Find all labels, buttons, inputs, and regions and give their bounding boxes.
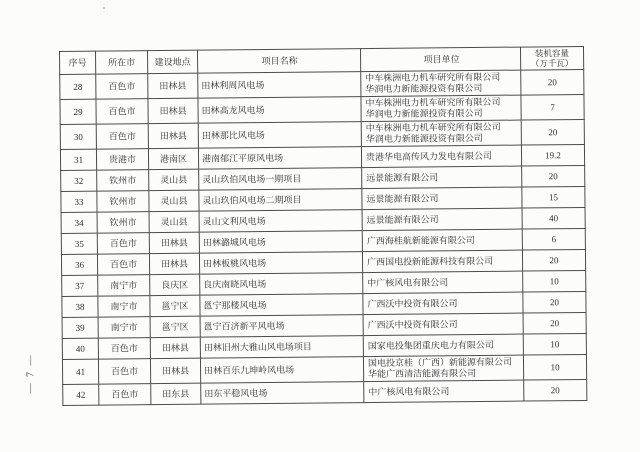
cell-project-unit	[363, 334, 523, 357]
project-unit-line: 中车株洲电力机车研究所有限公司	[365, 71, 501, 84]
project-unit-line: 华润电力新能源投资有限公司	[365, 107, 483, 120]
cell-no: 29	[60, 99, 96, 124]
cell-city: 百色市	[96, 124, 148, 149]
project-unit-line: 远景能源有限公司	[366, 213, 439, 225]
scan-noise-dot	[103, 7, 105, 9]
cell-no: 36	[61, 254, 97, 275]
project-unit-line: 中广核风电有限公司	[368, 385, 450, 397]
col-header-capacity: 装机容量 （万千瓦）	[520, 46, 583, 70]
col-header-location: 建设地点	[148, 50, 198, 73]
cell-city: 百色市	[99, 384, 151, 405]
cell-city: 百色市	[98, 338, 150, 359]
cell-project-unit	[363, 271, 523, 294]
cell-location: 田林县	[149, 253, 199, 274]
cell-project-name: 田林百乐九坤岭风电场	[200, 357, 363, 384]
cell-no: 34	[61, 212, 97, 233]
cell-project-name: 港南郁江平原风电场	[198, 147, 361, 170]
project-unit-line: 国家电投集团重庆电力有限公司	[367, 339, 494, 351]
cell-project-unit	[362, 208, 522, 231]
project-unit-line: 华润电力新能源投资有限公司	[365, 132, 483, 145]
col-header-no: 序号	[60, 51, 96, 74]
project-unit-line: 广西沃中投资有限公司	[367, 297, 458, 309]
cell-city: 南宁市	[98, 296, 150, 317]
cell-no: 32	[61, 170, 97, 191]
cell-project-unit	[361, 120, 521, 147]
cell-project-name: 田林利周风电场	[198, 72, 361, 99]
cell-project-unit	[362, 250, 522, 273]
cell-city: 百色市	[97, 233, 149, 254]
cell-project-unit	[363, 292, 523, 315]
cell-city: 南宁市	[98, 317, 150, 338]
project-unit-line: 贵港华电高传风力发电有限公司	[365, 150, 493, 162]
project-unit-line: 国电投京桂（广西）新能源有限公司	[367, 356, 513, 369]
cell-city: 百色市	[96, 99, 148, 124]
cell-project-name: 田林那比风电场	[198, 122, 361, 149]
cell-project-unit	[361, 145, 521, 168]
cell-city: 钦州市	[97, 170, 149, 191]
cell-city: 百色市	[98, 359, 150, 384]
cell-project-unit	[361, 95, 521, 122]
cell-capacity: 10	[523, 270, 586, 292]
cell-location: 邕宁区	[150, 295, 200, 316]
cell-city: 贵港市	[96, 149, 148, 170]
cell-project-unit	[363, 313, 523, 336]
cell-city: 钦州市	[97, 212, 149, 233]
cell-project-name: 田林潞城风电场	[199, 231, 362, 254]
cell-no: 31	[60, 149, 96, 170]
cell-capacity: 20	[524, 379, 587, 401]
cell-location: 港南区	[148, 148, 198, 169]
cell-no: 28	[60, 74, 96, 99]
wind-projects-table	[59, 46, 587, 406]
project-unit-line: 中广核风电有限公司	[367, 276, 449, 288]
cell-location: 灵山县	[149, 211, 199, 232]
table-body	[60, 69, 587, 405]
cell-project-name: 田林高龙风电场	[198, 97, 361, 124]
project-unit-line: 中车株洲电力机车研究所有限公司	[365, 121, 501, 134]
table-row	[63, 379, 587, 405]
cell-location: 田林县	[148, 123, 198, 148]
cell-project-name: 灵山玖伯风电场一期项目	[199, 168, 362, 191]
cell-project-unit	[362, 229, 522, 252]
cell-city: 百色市	[97, 254, 149, 275]
cell-location: 田东县	[151, 383, 201, 404]
cell-location: 灵山县	[149, 169, 199, 190]
cell-capacity: 19.2	[521, 144, 584, 166]
cell-capacity: 20	[523, 291, 586, 313]
cell-capacity: 15	[522, 186, 585, 208]
cell-capacity: 10	[523, 354, 586, 380]
project-unit-line: 远景能源有限公司	[366, 171, 439, 183]
cell-capacity: 10	[523, 333, 586, 355]
cell-no: 41	[62, 359, 98, 384]
cell-no: 40	[62, 338, 98, 359]
cell-project-name: 邕宁百济新平风电场	[200, 315, 363, 338]
projects-table	[59, 46, 587, 406]
cell-capacity: 20	[521, 119, 584, 145]
cell-project-unit	[363, 355, 523, 382]
col-header-unit: 项目单位	[360, 47, 520, 72]
cell-location: 田林县	[148, 73, 198, 98]
cell-no: 42	[63, 384, 99, 405]
cell-capacity: 40	[522, 207, 585, 229]
cell-no: 38	[62, 296, 98, 317]
cell-location: 灵山县	[149, 190, 199, 211]
cell-project-name: 田林旧州大雅山风电场项目	[200, 336, 363, 359]
cell-no: 30	[60, 124, 96, 149]
project-unit-line: 广西海桂航新能源有限公司	[366, 234, 475, 246]
cell-capacity: 7	[521, 94, 584, 120]
cell-no: 35	[61, 233, 97, 254]
cell-location: 田林县	[149, 232, 199, 253]
cell-capacity: 20	[522, 249, 585, 271]
cell-project-unit	[362, 166, 522, 189]
cell-city: 钦州市	[97, 191, 149, 212]
project-unit-line: 华润电力新能源投资有限公司	[365, 82, 483, 95]
cell-project-name: 邕宁那楼风电场	[200, 294, 363, 317]
project-unit-line: 远景能源有限公司	[366, 192, 439, 204]
cell-location: 邕宁区	[150, 316, 200, 337]
cell-location: 良庆区	[150, 274, 200, 295]
cell-capacity: 6	[522, 228, 585, 250]
cell-project-name: 灵山玖伯风电场二期项目	[199, 189, 362, 212]
cell-city: 南宁市	[98, 275, 150, 296]
cell-location: 田林县	[150, 337, 200, 358]
cell-no: 39	[62, 317, 98, 338]
project-unit-line: 广西沃中投资有限公司	[367, 318, 458, 330]
cell-no: 33	[61, 191, 97, 212]
cell-no: 37	[62, 275, 98, 296]
cell-project-name: 田东平稳风电场	[201, 382, 364, 405]
cell-project-unit	[364, 380, 524, 403]
col-header-city: 所在市	[96, 51, 148, 74]
cell-capacity: 20	[523, 312, 586, 334]
cell-project-name: 灵山文利风电场	[199, 210, 362, 233]
page-number: — 7 —	[25, 353, 37, 394]
cell-location: 田林县	[150, 358, 200, 383]
cell-capacity: 20	[522, 165, 585, 187]
project-unit-line: 广西国电投新能源科技有限公司	[366, 255, 494, 267]
cell-project-name: 良庆南晓风电场	[200, 273, 363, 296]
project-unit-line: 华能广西清洁能源有限公司	[368, 368, 477, 380]
cell-project-unit	[362, 187, 522, 210]
project-unit-line: 中车株洲电力机车研究所有限公司	[365, 96, 501, 109]
cell-capacity: 20	[521, 69, 584, 95]
cell-location: 田林县	[148, 98, 198, 123]
cell-project-unit	[361, 70, 521, 97]
col-header-project: 项目名称	[197, 49, 360, 74]
cell-city: 百色市	[96, 74, 148, 99]
cell-project-name: 田林板桃风电场	[199, 252, 362, 275]
